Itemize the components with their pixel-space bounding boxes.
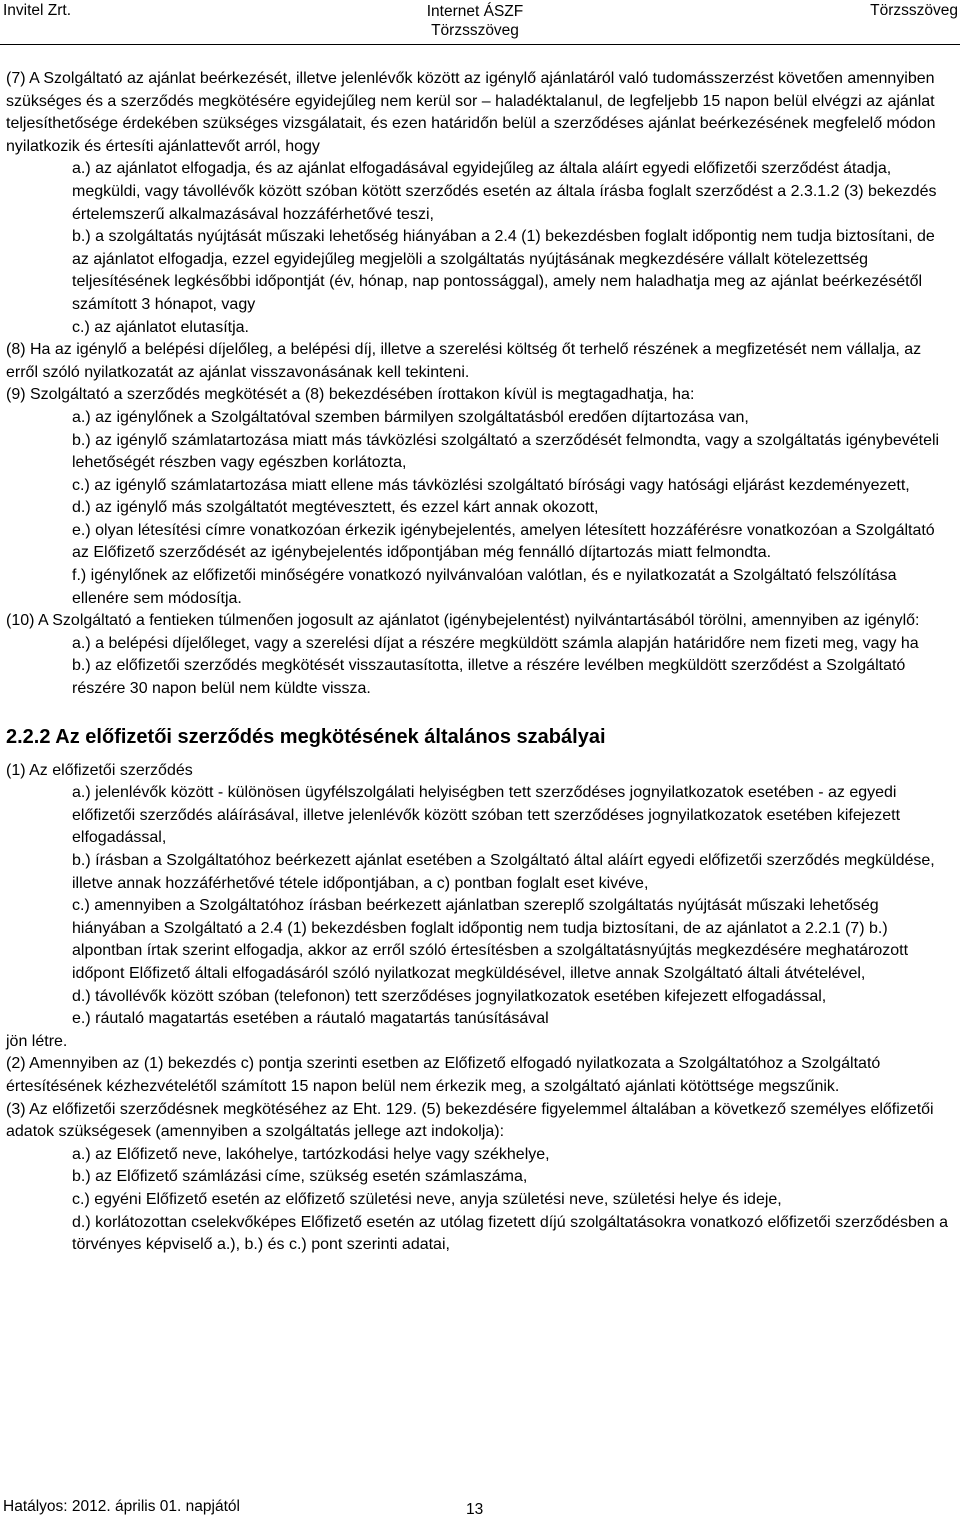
- header-title-line2: Törzsszöveg: [431, 22, 519, 39]
- list-item: c.) az ajánlatot elutasítja.: [72, 318, 249, 336]
- document-body: [6, 68, 954, 1257]
- footer-effective-date: Hatályos: 2012. április 01. napjától: [3, 1498, 240, 1515]
- list-item: a.) jelenlévők között - különösen ügyfélszolgálati helyiségben tett szerződéses jognyilatkozatok esetében - az egyedi előfizetői szerződés aláírásával, illetve jelenlévők között szóban tett szerződéses jognyilatkozatok esetében kifejezett elfogadással,: [72, 784, 901, 847]
- page-header: [0, 0, 960, 48]
- list-item: b.) a szolgáltatás nyújtását műszaki lehetőség hiányában a 2.4 (1) bekezdésben foglalt időpontig nem tudja biztosítani, de az ajánlatot elfogadja, ezzel egyidejűleg megjelöli a szolgáltatás nyújtásának megkezdésére vállalt kötelezettség teljesítésének legkésőbbi időpontját (év, hónap, nap pontossággal), amely nem haladhatja meg az ajánlat beérkezésétől számított 3 hónapot, vagy: [72, 228, 935, 313]
- paragraph: (7) A Szolgáltató az ajánlat beérkezését, illetve jelenlévők között az igénylő ajánlatáról való tudomásszerzést követően amennyiben szükséges és a szerződés megkötésére egyidejűleg nem kerül sor – haladéktalanul, de legfeljebb 15 napon belül elvégzi az ajánlat teljesíthetősége érdekében szükséges vizsgálatait, és ezen határidőn belül a szerződéses ajánlat beérkezésének megfelelő módon nyilatkozik és értesíti ajánlattevőt arról, hogy: [6, 70, 936, 155]
- page-number: 13: [466, 1501, 484, 1518]
- list-item: a.) a belépési díjelőleget, vagy a szerelési díjat a részére megküldött számla alapján határidőre nem fizeti meg, vagy ha: [72, 634, 919, 652]
- paragraph: (3) Az előfizetői szerződésnek megkötéséhez az Eht. 129. (5) bekezdésére figyelemmel általában a következő személyes előfizetői adatok szükségesek (amennyiben a szolgáltatás jellege azt indokolja):: [6, 1100, 934, 1141]
- list-item: c.) az igénylő számlatartozása miatt ellene más távközlési szolgáltató bírósági vagy hatósági eljárást kezdeményezett,: [72, 476, 910, 494]
- list-item: a.) az igénylőnek a Szolgáltatóval szemben bármilyen szolgáltatásból eredően díjtartozása van,: [72, 408, 749, 426]
- header-version: Törzsszöveg: [870, 2, 958, 19]
- paragraph: jön létre.: [6, 1032, 68, 1050]
- list-item: a.) az ajánlatot elfogadja, és az ajánlat elfogadásával egyidejűleg az általa aláírt egyedi előfizetői szerződést átadja, megküldi, vagy távollévők között szóban kötött szerződés esetén az általa írásba foglalt szerződést a 2.3.1.2 (3) bekezdés értelemszerű alkalmazásával hozzáférhetővé teszi,: [72, 160, 937, 223]
- list-item: f.) igénylőnek az előfizetői minőségére vonatkozó nyilvánvalóan valótlan, és e nyilatkozatát a Szolgáltató felszólítása ellenére sem módosítja.: [72, 567, 897, 607]
- list-item: a.) az Előfizető neve, lakóhelye, tartózkodási helye vagy székhelye,: [72, 1145, 550, 1163]
- list-item: b.) írásban a Szolgáltatóhoz beérkezett ajánlat esetében a Szolgáltató által aláírt egyedi előfizetői szerződés megküldése, illetve annak hozzáférhetővé tétele időpontjában, a c) pontban foglalt eset kivéve,: [72, 852, 935, 892]
- list-item: b.) az Előfizető számlázási címe, szükség esetén számlaszáma,: [72, 1168, 528, 1186]
- header-company: Invitel Zrt.: [3, 2, 72, 19]
- list-item: c.) amennyiben a Szolgáltatóhoz írásban beérkezett ajánlatban szereplő szolgáltatás nyújtását műszaki lehetőség hiányában a Szolgáltató a 2.4 (1) bekezdésben foglalt időpontig nem tudja biztosítani, de az ajánlatot a 2.2.1 (7) b.) alpontban írtak szerint elfogadja, akkor az erről szóló értesítésben a szolgáltatásnyújtás megkezdésére meghatározott időpont Előfizető általi elfogadásáról szóló nyilatkozat megküldésével, illetve annak Szolgáltató általi átvételével,: [72, 897, 909, 982]
- list-item: b.) az igénylő számlatartozása miatt más távközlési szolgáltató a szerződését felmondta, vagy a szolgáltatás igénybevételi lehetőségét részben vagy egészben korlátozta,: [72, 431, 940, 472]
- list-item: b.) az előfizetői szerződés megkötését visszautasította, illetve a részére levélben megküldött szerződést a Szolgáltató részére 30 napon belül nem küldte vissza.: [72, 657, 906, 698]
- paragraph: (9) Szolgáltató a szerződés megkötését a (8) bekezdésében írottakon kívül is megtagadhatja, ha:: [6, 386, 695, 404]
- list-item: d.) korlátozottan cselekvőképes Előfizető esetén az utólag fizetett díjú szolgáltatásokra vonatkozó előfizetői szerződésben a törvényes képviselő a.), b.) és c.) pont szerinti adatai,: [72, 1213, 949, 1254]
- list-item: c.) egyéni Előfizető esetén az előfizető születési neve, anyja születési neve, születési helye és ideje,: [72, 1190, 782, 1208]
- section-2-2-1-continued: [6, 68, 954, 701]
- paragraph: (10) A Szolgáltató a fentieken túlmenően jogosult az ajánlatot (igénybejelentést) nyilvántartásából törölni, amennyiben az igénylő:: [6, 612, 920, 630]
- list-item: d.) távollévők között szóban (telefonon) tett szerződéses jognyilatkozatok esetében kifejezett elfogadással,: [72, 987, 827, 1005]
- header-title-line1: Internet ÁSZF: [426, 3, 524, 20]
- list-item: d.) az igénylő más szolgáltatót megtévesztett, és ezzel kárt annak okozott,: [72, 499, 599, 517]
- list-item: e.) olyan létesítési címre vonatkozóan érkezik igénybejelentés, amelyen létesített hozzáférésre vonatkozóan a Szolgáltató az Előfizető szerződését az igénybejelentés időpontjában még fennálló díjtartozás miatt felmondta.: [72, 521, 935, 562]
- paragraph: (8) Ha az igénylő a belépési díjelőleg, a belépési díj, illetve a szerelési költség őt terhelő részének a megfizetését nem vállalja, az erről szóló nyilatkozatát az ajánlat visszavonásának kell tekinteni.: [6, 341, 922, 381]
- list-item: e.) ráutaló magatartás esetében a ráutaló magatartás tanúsításával: [72, 1010, 549, 1028]
- header-divider: [0, 44, 960, 45]
- section-2-2-2: [6, 760, 954, 1257]
- header-document-title: [413, 2, 537, 40]
- paragraph: (1) Az előfizetői szerződés: [6, 761, 193, 779]
- paragraph: (2) Amennyiben az (1) bekezdés c) pontja szerinti esetben az Előfizető elfogadó nyilatkozata a Szolgáltatóhoz a Szolgáltató értesítésének kézhezvételétől számított 15 napon belül nem érkezik meg, a szolgáltató ajánlati kötöttsége megszűnik.: [6, 1055, 881, 1095]
- section-heading: 2.2.2 Az előfizetői szerződés megkötésének általános szabályai: [6, 725, 606, 748]
